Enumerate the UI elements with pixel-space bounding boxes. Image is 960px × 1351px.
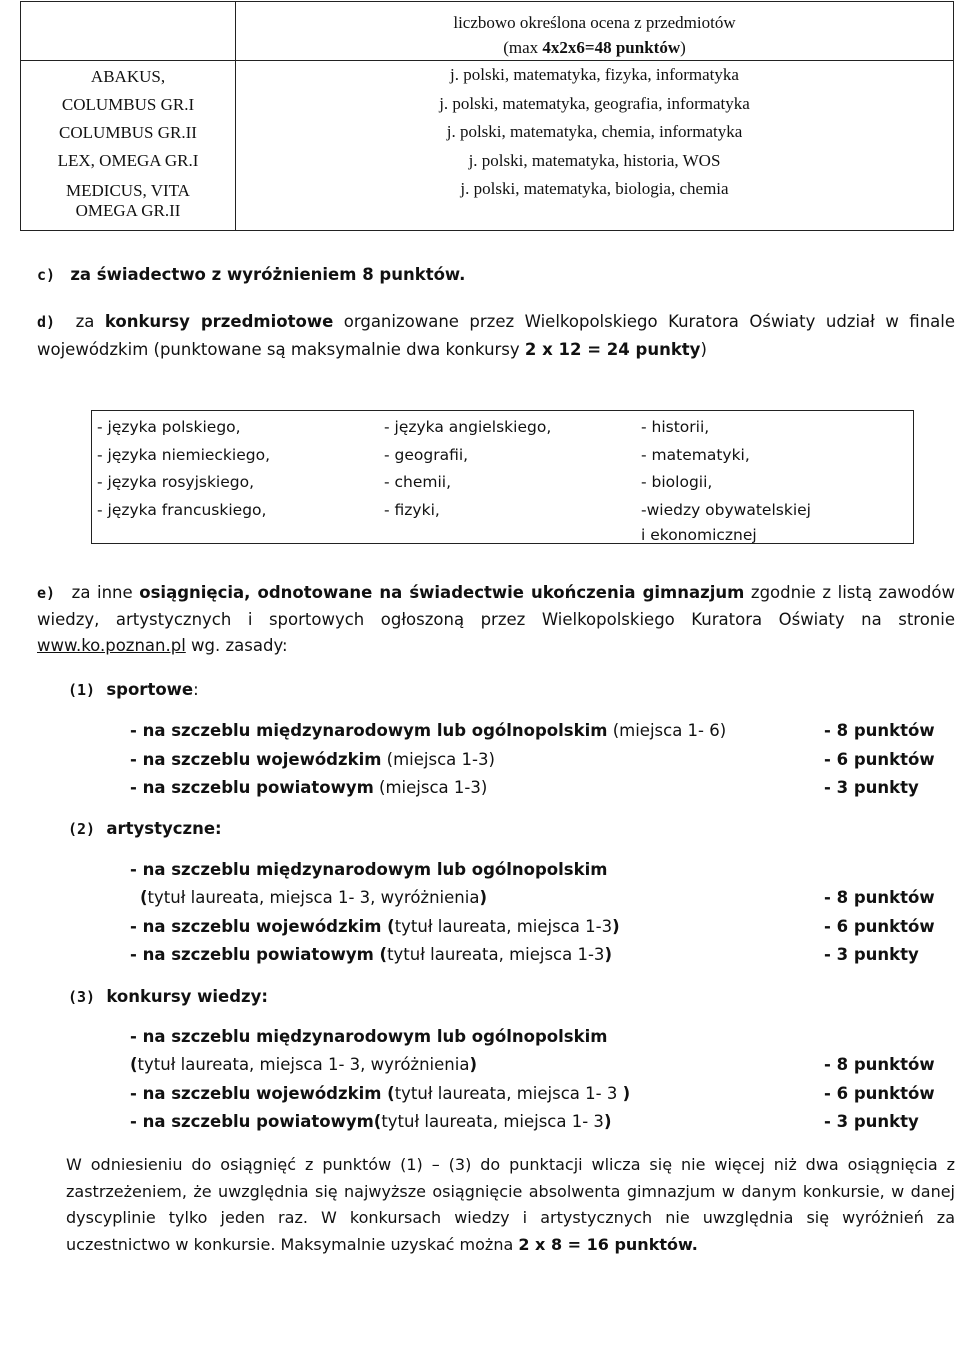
subject-item: - języka niemieckiego, (97, 445, 270, 464)
art-points-district: - 3 punkty (824, 945, 919, 964)
section-c (37, 262, 937, 289)
art-row-international-line1: - na szczeblu międzynarodowym lub ogólnopolskim (130, 860, 608, 879)
knowledge-points-district: - 3 punkty (824, 1112, 919, 1131)
art-row-regional: - na szczeblu wojewódzkim (tytuł laureata, miejsca 1-3) (130, 917, 620, 936)
sport-row-regional: - na szczeblu wojewódzkim (miejsca 1-3) (130, 750, 495, 769)
table-header-line-2: (max 4x2x6=48 punktów) (503, 38, 686, 57)
subjects-column-2 (384, 414, 551, 524)
art-points-regional: - 6 punktów (824, 917, 935, 936)
closing-paragraph: W odniesieniu do osiągnięć z punktów (1) – (3) do punktacji wlicza się nie więcej niż dwa osiągnięcia z zastrzeżeniem, że uwzględnia się najwyższe osiągnięcie absolwenta gimnazjum w danym konkursie, w danej dyscyplinie tylko jeden raz. W konkursach wiedzy i artystycznych nie uwzględnia się wyróżnień za uczestnictwo w konkursie. Maksymalnie uzyskać można 2 x 8 = 16 punktów. (66, 1155, 955, 1255)
subject-list: j. polski, matematyka, geografia, informatyka (439, 93, 750, 113)
knowledge-row-regional: - na szczeblu wojewódzkim (tytuł laureata, miejsca 1- 3 ) (130, 1084, 631, 1103)
section-d: d) za konkursy przedmiotowe organizowane przez Wielkopolskiego Kuratora Oświaty udział w finale wojewódzkim (punktowane są maksymalnie dwa konkursy 2 x 12 = 24 punkty) (37, 312, 956, 359)
knowledge-points-international: - 8 punktów (824, 1055, 935, 1074)
subject-item: -wiedzy obywatelskiej (641, 500, 811, 519)
subjects-column-3 (641, 414, 811, 546)
class-name: COLUMBUS GR.I (61, 95, 195, 114)
table-header-empty-cell (21, 2, 236, 61)
class-name: MEDICUS, VITA (66, 181, 190, 200)
subject-item: - fizyki, (384, 500, 440, 519)
knowledge-points-regional: - 6 punktów (824, 1084, 935, 1103)
subject-list: j. polski, matematyka, fizyka, informatyka (450, 65, 739, 84)
knowledge-row-district: - na szczeblu powiatowym(tytuł laureata, miejsca 1- 3) (130, 1112, 612, 1131)
sport-points-international: - 8 punktów (824, 721, 935, 740)
subject-item: - biologii, (641, 473, 713, 491)
class-names-cell (21, 61, 236, 231)
category-knowledge-title: (3) konkursy wiedzy: (68, 987, 268, 1006)
knowledge-row-international-line1: - na szczeblu międzynarodowym lub ogólnopolskim (130, 1027, 608, 1046)
subjects-column-1 (97, 414, 270, 524)
sport-row-district: - na szczeblu powiatowym (miejsca 1-3) (130, 778, 488, 797)
class-name: LEX, OMEGA GR.I (57, 151, 199, 170)
art-row-international-line2: (tytuł laureata, miejsca 1- 3, wyróżnienia) (140, 888, 487, 907)
subject-list: j. polski, matematyka, historia, WOS (468, 150, 721, 170)
section-c-text: za świadectwo z wyróżnieniem 8 punktów. (70, 265, 466, 284)
subject-item: - języka polskiego, (97, 418, 241, 436)
subject-item: - języka rosyjskiego, (97, 473, 255, 491)
subject-item: - matematyki, (641, 445, 750, 464)
class-name: ABAKUS, (90, 67, 166, 86)
knowledge-row-international-line2: (tytuł laureata, miejsca 1- 3, wyróżnienia) (130, 1055, 477, 1074)
category-sport-title: (1) sportowe: (68, 680, 199, 699)
subject-item: - historii, (641, 418, 710, 436)
subject-item: - języka angielskiego, (384, 418, 552, 436)
category-art-title: (2) artystyczne: (68, 819, 222, 838)
subject-item: - języka francuskiego, (97, 500, 267, 519)
class-name: OMEGA GR.II (75, 201, 181, 220)
section-c-label: c) (37, 266, 56, 284)
subjects-cell (236, 61, 954, 231)
subject-item: i ekonomicznej (641, 526, 757, 544)
sport-points-district: - 3 punkty (824, 778, 919, 797)
class-name: COLUMBUS GR.II (59, 123, 197, 142)
table-header-line-1: liczbowo określona ocena z przedmiotów (453, 13, 736, 32)
contest-subjects-box (91, 410, 914, 544)
subject-item: - chemii, (384, 473, 452, 491)
section-e-label: e) (37, 584, 56, 602)
section-d-label: d) (37, 313, 56, 331)
table-header-cell (236, 2, 954, 61)
section-e: e) za inne osiągnięcia, odnotowane na świadectwie ukończenia gimnazjum zgodnie z listą zawodów wiedzy, artystycznych i sportowych ogłoszoną przez Wielkopolskiego Kuratora Oświaty na stronie www.ko.poznan.pl wg. zasady: (37, 583, 955, 655)
subject-item: - geografii, (384, 445, 469, 464)
subject-list: j. polski, matematyka, biologia, chemia (460, 179, 729, 199)
subject-list: j. polski, matematyka, chemia, informatyka (446, 122, 743, 142)
profile-subjects-table (20, 1, 954, 231)
kuratorium-website-link[interactable]: www.ko.poznan.pl (37, 636, 186, 655)
art-row-district: - na szczeblu powiatowym (tytuł laureata, miejsca 1-3) (130, 945, 612, 964)
art-points-international: - 8 punktów (824, 888, 935, 907)
sport-row-international: - na szczeblu międzynarodowym lub ogólnopolskim (miejsca 1- 6) (130, 721, 727, 740)
sport-points-regional: - 6 punktów (824, 750, 935, 769)
